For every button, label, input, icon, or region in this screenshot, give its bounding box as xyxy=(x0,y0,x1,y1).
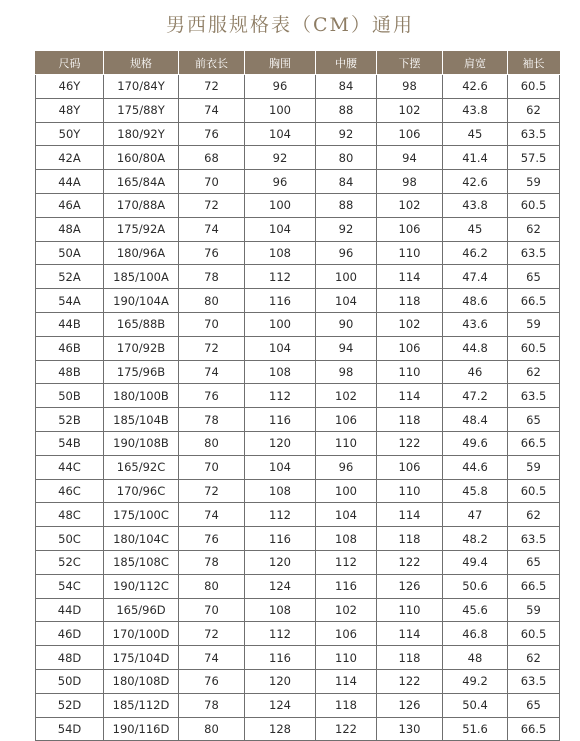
table-cell: 116 xyxy=(245,289,316,313)
table-cell: 46D xyxy=(36,622,104,646)
table-cell: 59 xyxy=(508,170,560,194)
table-cell: 78 xyxy=(179,550,245,574)
table-cell: 116 xyxy=(316,574,377,598)
table-cell: 78 xyxy=(179,265,245,289)
table-cell: 44A xyxy=(36,170,104,194)
table-cell: 94 xyxy=(316,336,377,360)
table-row xyxy=(36,265,560,289)
table-cell: 175/104D xyxy=(104,646,179,670)
table-cell: 96 xyxy=(316,241,377,265)
table-cell: 102 xyxy=(377,312,443,336)
table-cell: 80 xyxy=(179,289,245,313)
table-cell: 60.5 xyxy=(508,336,560,360)
table-cell: 72 xyxy=(179,622,245,646)
table-cell: 180/100B xyxy=(104,384,179,408)
table-cell: 170/88A xyxy=(104,193,179,217)
table-cell: 170/96C xyxy=(104,479,179,503)
column-header: 前衣长 xyxy=(179,52,245,75)
table-cell: 112 xyxy=(245,503,316,527)
table-row xyxy=(36,479,560,503)
table-cell: 112 xyxy=(316,550,377,574)
table-cell: 42.6 xyxy=(443,170,508,194)
table-cell: 128 xyxy=(245,717,316,741)
table-cell: 74 xyxy=(179,503,245,527)
table-cell: 46Y xyxy=(36,75,104,99)
table-cell: 44.8 xyxy=(443,336,508,360)
column-header: 尺码 xyxy=(36,52,104,75)
table-cell: 50Y xyxy=(36,122,104,146)
table-cell: 175/88Y xyxy=(104,98,179,122)
table-cell: 48 xyxy=(443,646,508,670)
table-cell: 48C xyxy=(36,503,104,527)
table-cell: 190/104A xyxy=(104,289,179,313)
table-cell: 42A xyxy=(36,146,104,170)
table-cell: 60.5 xyxy=(508,193,560,217)
table-cell: 52A xyxy=(36,265,104,289)
table-cell: 126 xyxy=(377,693,443,717)
table-cell: 165/96D xyxy=(104,598,179,622)
table-cell: 104 xyxy=(316,503,377,527)
table-cell: 104 xyxy=(316,289,377,313)
table-cell: 74 xyxy=(179,360,245,384)
table-cell: 165/88B xyxy=(104,312,179,336)
table-cell: 62 xyxy=(508,503,560,527)
table-cell: 50C xyxy=(36,527,104,551)
column-header: 肩宽 xyxy=(443,52,508,75)
table-cell: 126 xyxy=(377,574,443,598)
table-cell: 100 xyxy=(245,312,316,336)
table-cell: 62 xyxy=(508,646,560,670)
table-cell: 44D xyxy=(36,598,104,622)
table-cell: 92 xyxy=(316,217,377,241)
table-cell: 106 xyxy=(377,217,443,241)
table-cell: 108 xyxy=(245,598,316,622)
table-cell: 92 xyxy=(316,122,377,146)
table-row xyxy=(36,193,560,217)
table-cell: 60.5 xyxy=(508,479,560,503)
table-cell: 62 xyxy=(508,360,560,384)
table-row xyxy=(36,408,560,432)
table-cell: 114 xyxy=(377,384,443,408)
table-cell: 54C xyxy=(36,574,104,598)
table-cell: 48B xyxy=(36,360,104,384)
table-cell: 122 xyxy=(316,717,377,741)
table-cell: 48.4 xyxy=(443,408,508,432)
table-row xyxy=(36,527,560,551)
table-cell: 59 xyxy=(508,312,560,336)
table-cell: 96 xyxy=(245,170,316,194)
table-cell: 98 xyxy=(377,170,443,194)
table-cell: 80 xyxy=(179,574,245,598)
table-cell: 62 xyxy=(508,217,560,241)
table-cell: 120 xyxy=(245,669,316,693)
column-header: 下摆 xyxy=(377,52,443,75)
table-cell: 112 xyxy=(245,265,316,289)
table-cell: 46.8 xyxy=(443,622,508,646)
table-cell: 100 xyxy=(316,265,377,289)
table-cell: 65 xyxy=(508,550,560,574)
table-cell: 108 xyxy=(245,241,316,265)
table-cell: 108 xyxy=(245,479,316,503)
table-cell: 54A xyxy=(36,289,104,313)
table-row xyxy=(36,336,560,360)
table-cell: 78 xyxy=(179,693,245,717)
table-cell: 180/92Y xyxy=(104,122,179,146)
table-cell: 43.8 xyxy=(443,193,508,217)
table-cell: 88 xyxy=(316,98,377,122)
table-cell: 102 xyxy=(316,598,377,622)
table-cell: 98 xyxy=(316,360,377,384)
table-cell: 170/84Y xyxy=(104,75,179,99)
table-cell: 76 xyxy=(179,527,245,551)
table-cell: 62 xyxy=(508,98,560,122)
table-cell: 185/100A xyxy=(104,265,179,289)
table-cell: 122 xyxy=(377,550,443,574)
table-row xyxy=(36,384,560,408)
table-cell: 160/80A xyxy=(104,146,179,170)
table-cell: 72 xyxy=(179,193,245,217)
table-cell: 100 xyxy=(316,479,377,503)
table-cell: 112 xyxy=(245,622,316,646)
table-cell: 63.5 xyxy=(508,241,560,265)
table-cell: 106 xyxy=(316,622,377,646)
table-cell: 66.5 xyxy=(508,431,560,455)
table-cell: 74 xyxy=(179,646,245,670)
table-row xyxy=(36,455,560,479)
table-cell: 65 xyxy=(508,693,560,717)
table-cell: 110 xyxy=(377,479,443,503)
table-row xyxy=(36,622,560,646)
table-cell: 185/112D xyxy=(104,693,179,717)
table-body xyxy=(36,75,560,741)
table-cell: 118 xyxy=(377,408,443,432)
table-cell: 130 xyxy=(377,717,443,741)
table-cell: 102 xyxy=(377,98,443,122)
table-cell: 76 xyxy=(179,122,245,146)
table-cell: 110 xyxy=(377,241,443,265)
size-table xyxy=(35,51,560,741)
table-row xyxy=(36,122,560,146)
table-cell: 120 xyxy=(245,431,316,455)
table-cell: 84 xyxy=(316,75,377,99)
table-cell: 50B xyxy=(36,384,104,408)
table-cell: 52C xyxy=(36,550,104,574)
table-cell: 45.6 xyxy=(443,598,508,622)
table-cell: 116 xyxy=(245,408,316,432)
table-cell: 100 xyxy=(245,98,316,122)
table-cell: 114 xyxy=(316,669,377,693)
table-cell: 104 xyxy=(245,217,316,241)
table-cell: 170/92B xyxy=(104,336,179,360)
table-cell: 190/116D xyxy=(104,717,179,741)
table-row xyxy=(36,146,560,170)
table-cell: 44.6 xyxy=(443,455,508,479)
table-cell: 106 xyxy=(316,408,377,432)
table-cell: 116 xyxy=(245,646,316,670)
table-cell: 98 xyxy=(377,75,443,99)
table-cell: 120 xyxy=(245,550,316,574)
table-cell: 48.2 xyxy=(443,527,508,551)
header-row xyxy=(36,52,560,75)
table-row xyxy=(36,217,560,241)
table-cell: 80 xyxy=(316,146,377,170)
table-cell: 50A xyxy=(36,241,104,265)
table-cell: 74 xyxy=(179,98,245,122)
table-cell: 118 xyxy=(377,527,443,551)
table-cell: 63.5 xyxy=(508,384,560,408)
table-cell: 44C xyxy=(36,455,104,479)
table-cell: 88 xyxy=(316,193,377,217)
table-cell: 48.6 xyxy=(443,289,508,313)
table-cell: 96 xyxy=(245,75,316,99)
table-cell: 52D xyxy=(36,693,104,717)
table-row xyxy=(36,75,560,99)
table-cell: 170/100D xyxy=(104,622,179,646)
table-cell: 102 xyxy=(377,193,443,217)
table-cell: 110 xyxy=(377,360,443,384)
table-cell: 118 xyxy=(316,693,377,717)
table-row xyxy=(36,289,560,313)
table-cell: 46C xyxy=(36,479,104,503)
table-cell: 46A xyxy=(36,193,104,217)
table-cell: 59 xyxy=(508,598,560,622)
table-cell: 106 xyxy=(377,455,443,479)
table-cell: 63.5 xyxy=(508,122,560,146)
table-cell: 70 xyxy=(179,170,245,194)
table-cell: 49.4 xyxy=(443,550,508,574)
table-cell: 76 xyxy=(179,241,245,265)
table-cell: 190/112C xyxy=(104,574,179,598)
table-cell: 68 xyxy=(179,146,245,170)
table-cell: 59 xyxy=(508,455,560,479)
table-cell: 114 xyxy=(377,503,443,527)
table-cell: 76 xyxy=(179,669,245,693)
table-row xyxy=(36,717,560,741)
table-cell: 90 xyxy=(316,312,377,336)
table-cell: 175/92A xyxy=(104,217,179,241)
table-row xyxy=(36,98,560,122)
table-cell: 80 xyxy=(179,717,245,741)
table-cell: 49.6 xyxy=(443,431,508,455)
table-cell: 112 xyxy=(245,384,316,408)
table-cell: 72 xyxy=(179,75,245,99)
table-cell: 45 xyxy=(443,122,508,146)
table-cell: 52B xyxy=(36,408,104,432)
table-cell: 185/104B xyxy=(104,408,179,432)
table-cell: 45 xyxy=(443,217,508,241)
table-cell: 70 xyxy=(179,455,245,479)
table-cell: 46 xyxy=(443,360,508,384)
table-cell: 165/92C xyxy=(104,455,179,479)
column-header: 规格 xyxy=(104,52,179,75)
table-cell: 44B xyxy=(36,312,104,336)
table-cell: 102 xyxy=(316,384,377,408)
table-cell: 48Y xyxy=(36,98,104,122)
table-cell: 114 xyxy=(377,622,443,646)
page-title: 男西服规格表（CM）通用 xyxy=(166,14,414,36)
table-cell: 72 xyxy=(179,479,245,503)
table-row xyxy=(36,503,560,527)
table-cell: 110 xyxy=(316,431,377,455)
table-cell: 110 xyxy=(316,646,377,670)
table-cell: 42.6 xyxy=(443,75,508,99)
table-cell: 78 xyxy=(179,408,245,432)
column-header: 中腰 xyxy=(316,52,377,75)
table-cell: 48A xyxy=(36,217,104,241)
table-cell: 66.5 xyxy=(508,574,560,598)
table-cell: 180/96A xyxy=(104,241,179,265)
table-cell: 63.5 xyxy=(508,669,560,693)
table-cell: 66.5 xyxy=(508,717,560,741)
table-row xyxy=(36,170,560,194)
table-cell: 70 xyxy=(179,312,245,336)
table-cell: 180/104C xyxy=(104,527,179,551)
table-cell: 65 xyxy=(508,408,560,432)
table-cell: 76 xyxy=(179,384,245,408)
table-cell: 72 xyxy=(179,336,245,360)
table-cell: 50.6 xyxy=(443,574,508,598)
table-cell: 45.8 xyxy=(443,479,508,503)
table-row xyxy=(36,360,560,384)
table-cell: 118 xyxy=(377,646,443,670)
table-cell: 180/108D xyxy=(104,669,179,693)
table-cell: 43.8 xyxy=(443,98,508,122)
table-cell: 70 xyxy=(179,598,245,622)
table-cell: 47.2 xyxy=(443,384,508,408)
table-cell: 124 xyxy=(245,574,316,598)
table-row xyxy=(36,431,560,455)
table-cell: 47.4 xyxy=(443,265,508,289)
table-cell: 100 xyxy=(245,193,316,217)
table-cell: 108 xyxy=(245,360,316,384)
table-cell: 124 xyxy=(245,693,316,717)
table-cell: 165/84A xyxy=(104,170,179,194)
table-cell: 94 xyxy=(377,146,443,170)
table-cell: 104 xyxy=(245,455,316,479)
table-cell: 122 xyxy=(377,431,443,455)
column-header: 胸围 xyxy=(245,52,316,75)
table-cell: 122 xyxy=(377,669,443,693)
table-cell: 175/100C xyxy=(104,503,179,527)
column-header: 袖长 xyxy=(508,52,560,75)
table-cell: 104 xyxy=(245,336,316,360)
table-cell: 54D xyxy=(36,717,104,741)
table-cell: 50.4 xyxy=(443,693,508,717)
table-cell: 190/108B xyxy=(104,431,179,455)
table-cell: 46.2 xyxy=(443,241,508,265)
table-cell: 66.5 xyxy=(508,289,560,313)
table-row xyxy=(36,598,560,622)
table-cell: 114 xyxy=(377,265,443,289)
table-cell: 106 xyxy=(377,336,443,360)
table-cell: 47 xyxy=(443,503,508,527)
table-cell: 96 xyxy=(316,455,377,479)
table-cell: 84 xyxy=(316,170,377,194)
table-cell: 41.4 xyxy=(443,146,508,170)
table-cell: 60.5 xyxy=(508,622,560,646)
table-row xyxy=(36,693,560,717)
table-row xyxy=(36,574,560,598)
table-cell: 63.5 xyxy=(508,527,560,551)
table-cell: 104 xyxy=(245,122,316,146)
table-cell: 110 xyxy=(377,598,443,622)
table-cell: 175/96B xyxy=(104,360,179,384)
table-cell: 116 xyxy=(245,527,316,551)
table-row xyxy=(36,646,560,670)
table-row xyxy=(36,550,560,574)
table-cell: 51.6 xyxy=(443,717,508,741)
table-cell: 60.5 xyxy=(508,75,560,99)
table-cell: 46B xyxy=(36,336,104,360)
table-cell: 57.5 xyxy=(508,146,560,170)
table-cell: 54B xyxy=(36,431,104,455)
table-cell: 50D xyxy=(36,669,104,693)
table-cell: 92 xyxy=(245,146,316,170)
table-cell: 185/108C xyxy=(104,550,179,574)
table-cell: 118 xyxy=(377,289,443,313)
table-cell: 43.6 xyxy=(443,312,508,336)
table-cell: 48D xyxy=(36,646,104,670)
table-row xyxy=(36,312,560,336)
table-cell: 106 xyxy=(377,122,443,146)
table-cell: 80 xyxy=(179,431,245,455)
table-cell: 74 xyxy=(179,217,245,241)
table-cell: 49.2 xyxy=(443,669,508,693)
table-row xyxy=(36,241,560,265)
table-cell: 108 xyxy=(316,527,377,551)
table-cell: 65 xyxy=(508,265,560,289)
